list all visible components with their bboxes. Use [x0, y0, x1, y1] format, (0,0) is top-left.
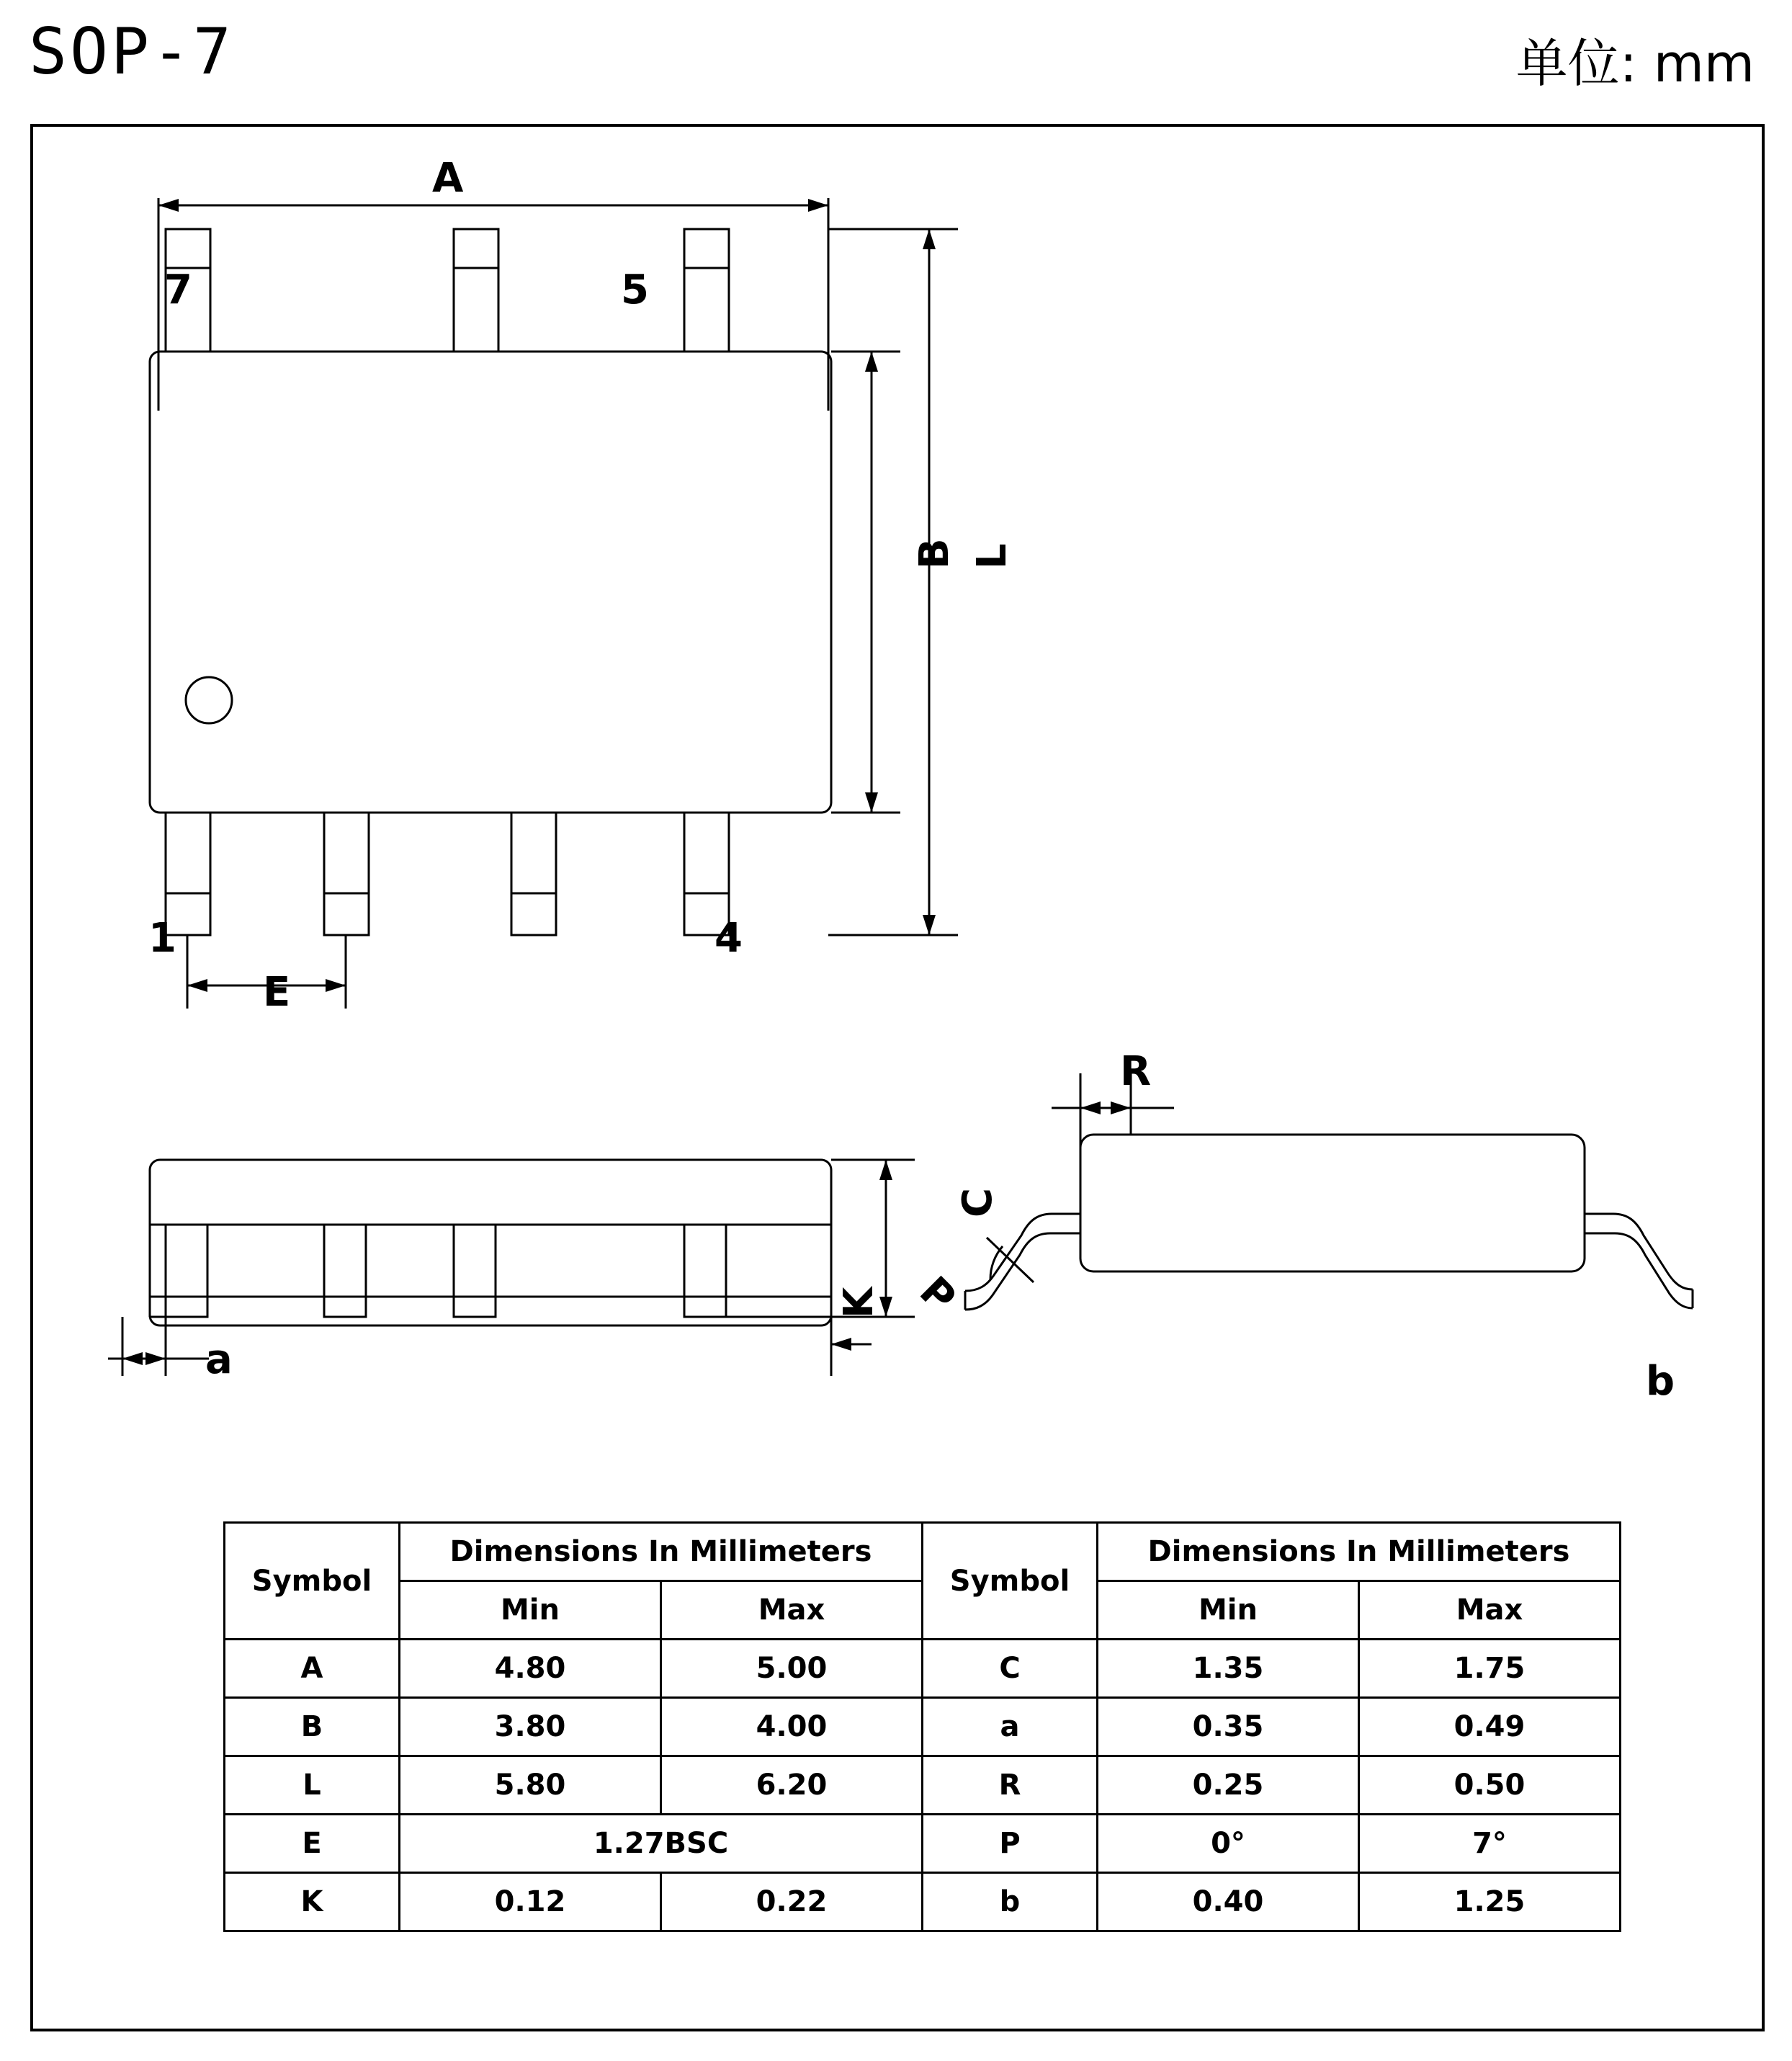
- dimension-label-R: R: [1120, 1048, 1152, 1095]
- min-cell: 0.40: [1098, 1873, 1359, 1931]
- table-row: [225, 1873, 1621, 1931]
- max-cell: 0.49: [1359, 1698, 1621, 1756]
- dimension-label-B: B: [911, 538, 958, 569]
- max-cell: 0.22: [661, 1873, 923, 1931]
- min-cell: 3.80: [400, 1698, 661, 1756]
- symbol-cell: R: [923, 1756, 1098, 1815]
- pin-number-7: 7: [164, 267, 192, 313]
- header-min-left: Min: [400, 1581, 661, 1640]
- pin-number-1: 1: [148, 915, 176, 962]
- min-cell: 1.35: [1098, 1640, 1359, 1698]
- header-max-left: Max: [661, 1581, 923, 1640]
- pin-number-4: 4: [714, 915, 743, 962]
- dimension-label-A: A: [432, 155, 464, 202]
- symbol-cell: B: [225, 1698, 400, 1756]
- table-header-row: [225, 1523, 1621, 1581]
- min-cell: 0.12: [400, 1873, 661, 1931]
- header-dims-left: Dimensions In Millimeters: [400, 1523, 923, 1581]
- symbol-cell: E: [225, 1815, 400, 1873]
- max-cell: 0.50: [1359, 1756, 1621, 1815]
- min-cell: 4.80: [400, 1640, 661, 1698]
- dimension-label-C: C: [954, 1187, 1001, 1217]
- dimensions-table: [223, 1521, 1621, 1932]
- unit-label: 单位: mm: [1515, 33, 1755, 94]
- symbol-cell: K: [225, 1873, 400, 1931]
- symbol-cell: b: [923, 1873, 1098, 1931]
- header-dims-right: Dimensions In Millimeters: [1098, 1523, 1621, 1581]
- min-cell: 0.35: [1098, 1698, 1359, 1756]
- header-symbol-right: Symbol: [923, 1523, 1098, 1640]
- max-cell: 5.00: [661, 1640, 923, 1698]
- top-view: [108, 144, 1116, 1045]
- table-row: [225, 1756, 1621, 1815]
- table-row: [225, 1698, 1621, 1756]
- table-row: [225, 1815, 1621, 1873]
- dimension-label-L: L: [969, 543, 1016, 569]
- max-cell: 6.20: [661, 1756, 923, 1815]
- dimension-label-K: K: [835, 1287, 882, 1318]
- max-cell: 1.25: [1359, 1873, 1621, 1931]
- dimension-label-b: b: [1646, 1358, 1675, 1405]
- table-row: [225, 1640, 1621, 1698]
- symbol-cell: a: [923, 1698, 1098, 1756]
- dimension-label-P: P: [910, 1268, 965, 1322]
- front-view: [108, 1145, 972, 1405]
- header-max-right: Max: [1359, 1581, 1621, 1640]
- max-cell: 4.00: [661, 1698, 923, 1756]
- symbol-cell: A: [225, 1640, 400, 1698]
- symbol-cell: P: [923, 1815, 1098, 1873]
- min-cell: 0.25: [1098, 1756, 1359, 1815]
- page-title: SOP-7: [29, 14, 234, 89]
- dimension-label-a: a: [205, 1336, 233, 1383]
- pin-number-5: 5: [621, 267, 649, 313]
- symbol-cell: L: [225, 1756, 400, 1815]
- max-cell: 1.75: [1359, 1640, 1621, 1698]
- header-symbol-left: Symbol: [225, 1523, 400, 1640]
- dimension-label-E: E: [263, 969, 291, 1016]
- min-cell: 0°: [1098, 1815, 1359, 1873]
- symbol-cell: C: [923, 1640, 1098, 1698]
- header-min-right: Min: [1098, 1581, 1359, 1640]
- min-cell: 5.80: [400, 1756, 661, 1815]
- max-cell: 7°: [1359, 1815, 1621, 1873]
- end-view: [965, 1066, 1685, 1369]
- min-cell: 1.27BSC: [400, 1815, 923, 1873]
